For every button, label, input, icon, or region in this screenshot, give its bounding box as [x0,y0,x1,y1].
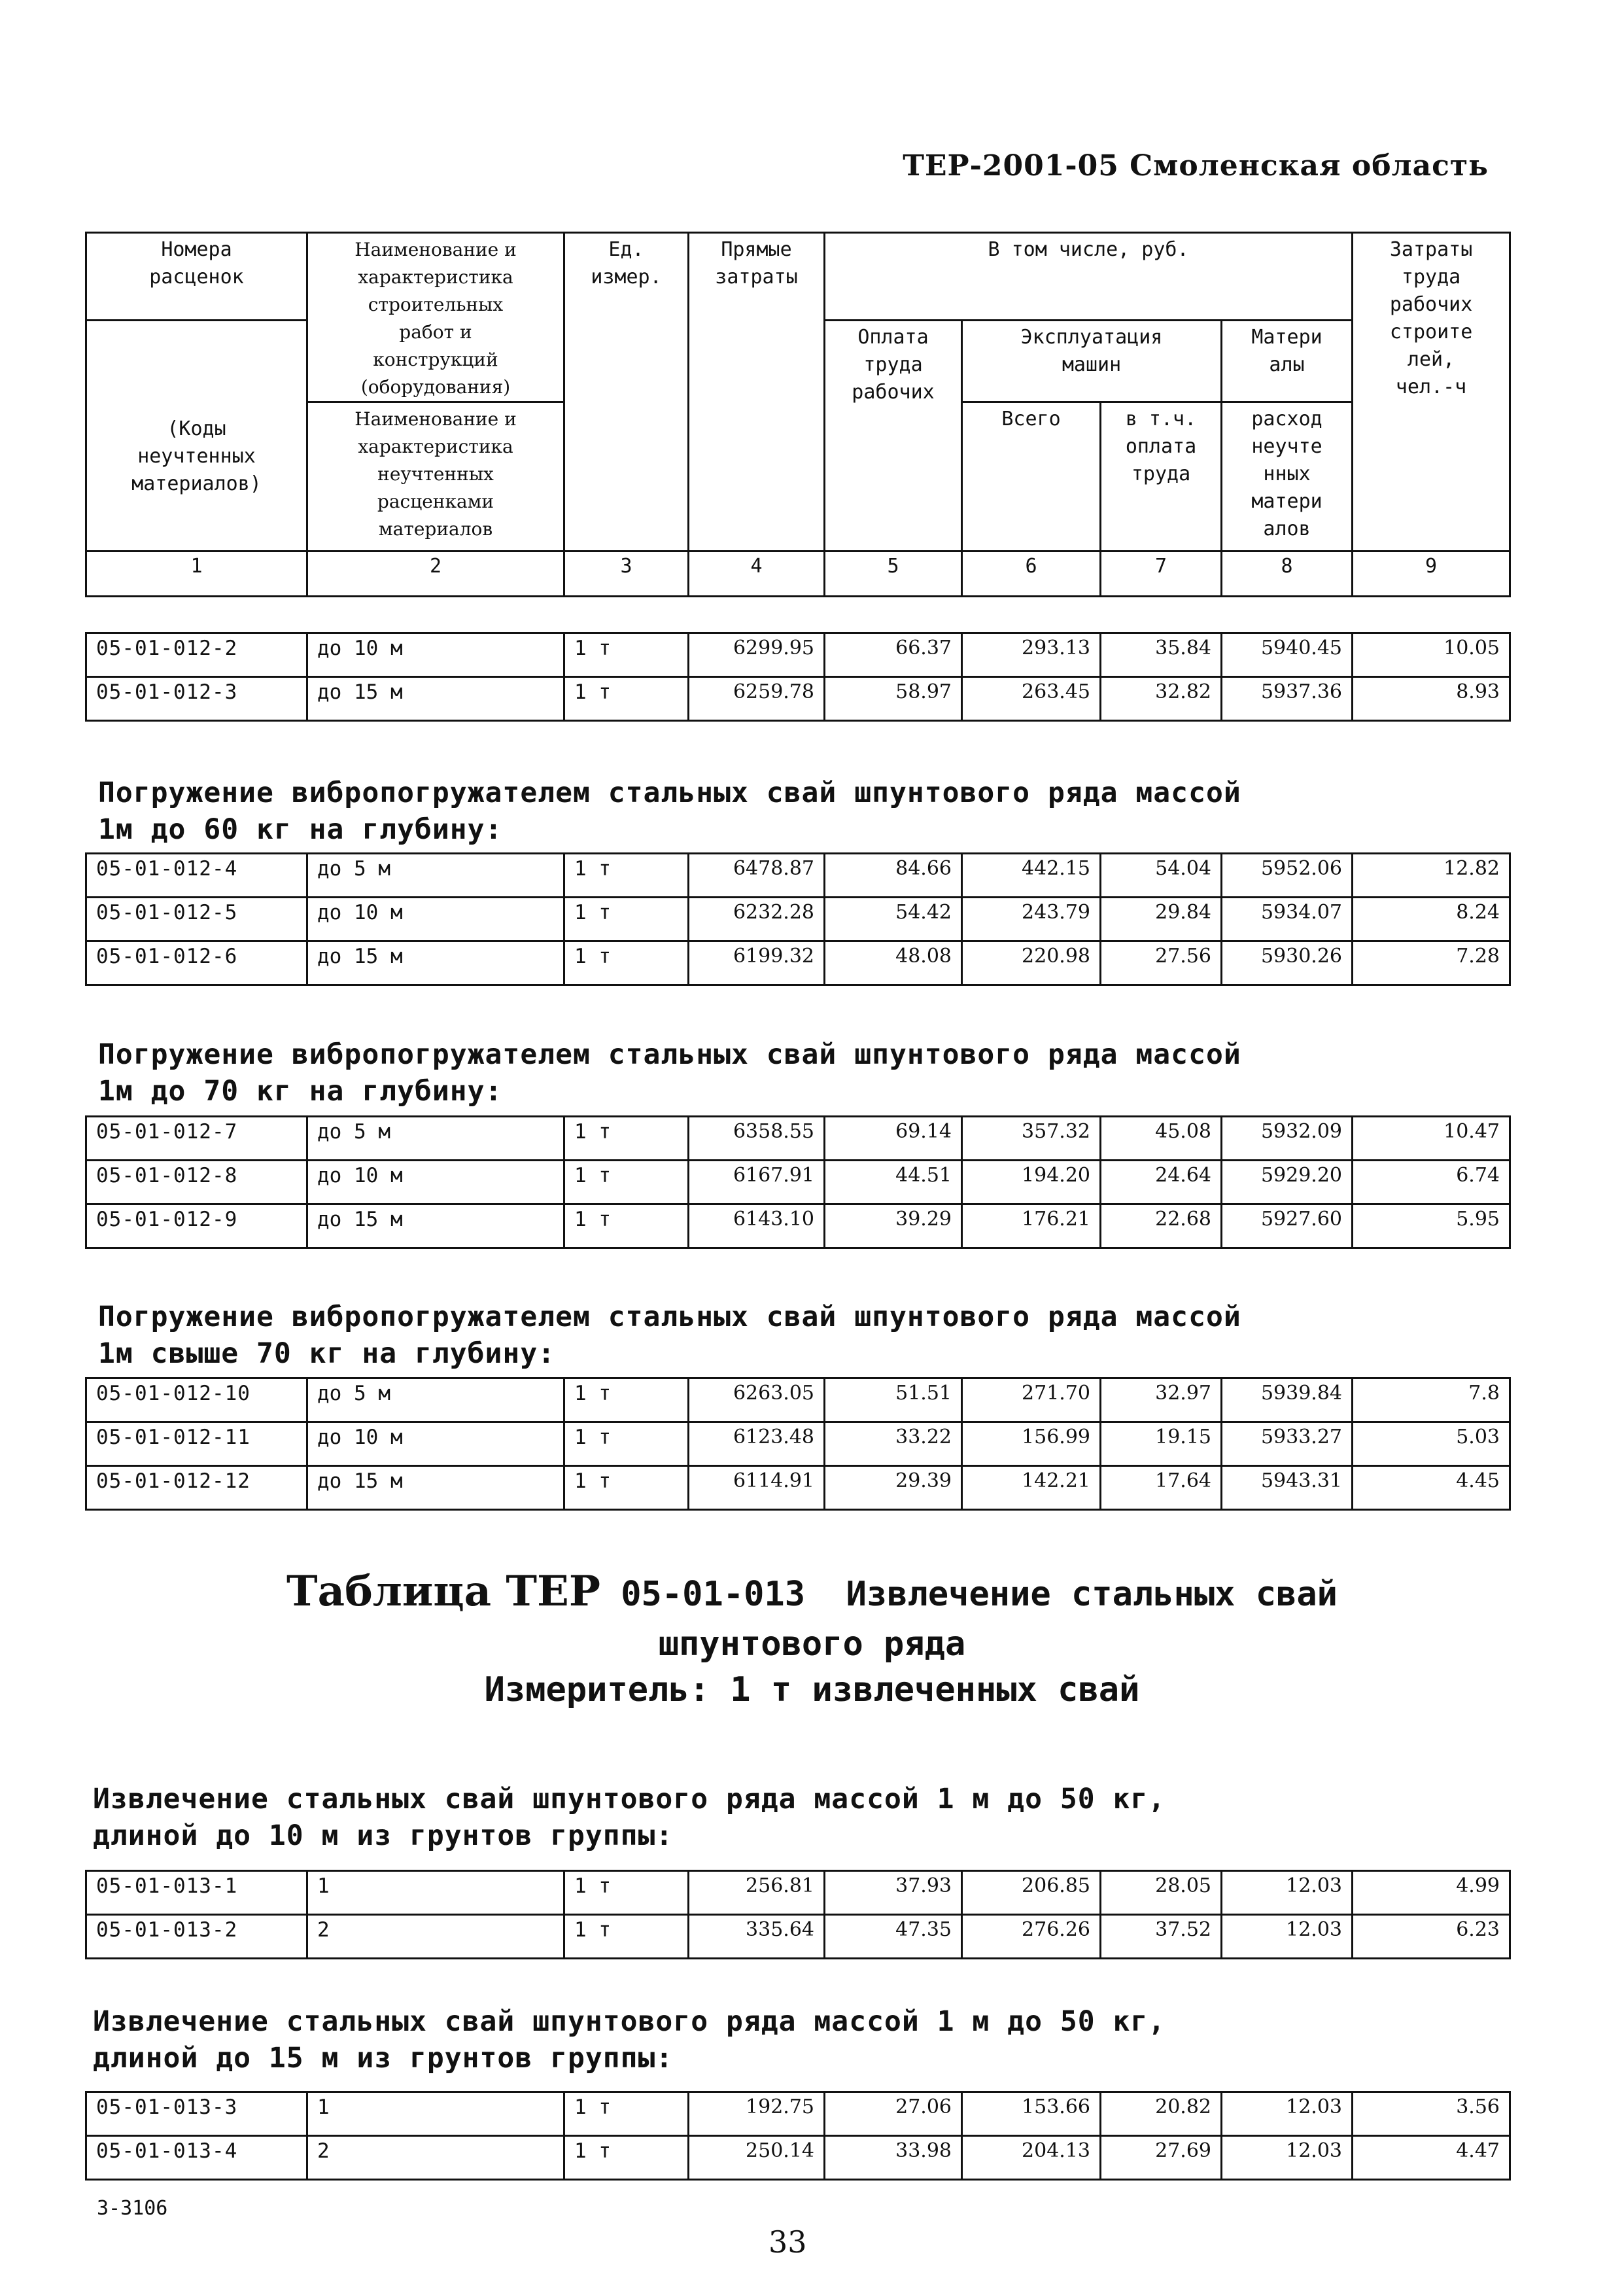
wages: 33.22 [825,1422,962,1466]
wages: 51.51 [825,1378,962,1422]
machines-total: 357.32 [962,1117,1101,1161]
wages: 84.66 [825,854,962,898]
labor-hours: 7.28 [1353,941,1510,985]
wages: 69.14 [825,1117,962,1161]
materials: 5929.20 [1222,1161,1353,1204]
unit: 1 т [564,1204,689,1248]
rate-code: 05-01-013-1 [86,1871,307,1915]
col-codes-sub-header: (Коды неучтенных материалов) [86,321,307,552]
materials: 5927.60 [1222,1204,1353,1248]
rate-code: 05-01-012-3 [86,677,307,721]
page-number: 33 [769,2224,807,2260]
wages: 47.35 [825,1915,962,1959]
col-machines-total-header: Всего [962,402,1101,552]
col-codes-header: Номера расценок [86,233,307,321]
rates-table-013-10m [85,1870,1511,1959]
work-description: до 15 м [307,1204,564,1248]
unit: 1 т [564,1161,689,1204]
labor-hours: 8.24 [1353,898,1510,941]
col-number: 8 [1222,552,1353,597]
rate-code: 05-01-012-2 [86,633,307,677]
rate-code: 05-01-013-2 [86,1915,307,1959]
materials: 5933.27 [1222,1422,1353,1466]
unit: 1 т [564,677,689,721]
col-group-header: В том числе, руб. [825,233,1353,321]
table-row [86,2136,1510,2180]
table-row [86,1915,1510,1959]
wages: 29.39 [825,1466,962,1510]
work-description: до 15 м [307,1466,564,1510]
materials: 5934.07 [1222,898,1353,941]
unit: 1 т [564,854,689,898]
machines-wages: 27.69 [1101,2136,1222,2180]
labor-hours: 12.82 [1353,854,1510,898]
direct-costs: 6143.10 [689,1204,825,1248]
wages: 44.51 [825,1161,962,1204]
rates-table-012-a [85,632,1511,722]
col-number: 1 [86,552,307,597]
labor-hours: 4.45 [1353,1466,1510,1510]
labor-hours: 10.05 [1353,633,1510,677]
wages: 58.97 [825,677,962,721]
col-number: 2 [307,552,564,597]
unit: 1 т [564,2092,689,2136]
materials: 12.03 [1222,1915,1353,1959]
unit: 1 т [564,2136,689,2180]
materials: 12.03 [1222,1871,1353,1915]
machines-wages: 22.68 [1101,1204,1222,1248]
direct-costs: 6123.48 [689,1422,825,1466]
unit: 1 т [564,1466,689,1510]
work-description: до 10 м [307,898,564,941]
rates-table-013-15m [85,2091,1511,2181]
work-description: до 5 м [307,854,564,898]
table-013-title-line2: шпунтового ряда [658,1624,966,1664]
direct-costs: 6263.05 [689,1378,825,1422]
machines-wages: 17.64 [1101,1466,1222,1510]
wages: 33.98 [825,2136,962,2180]
machines-total: 293.13 [962,633,1101,677]
machines-total: 442.15 [962,854,1101,898]
machines-wages: 19.15 [1101,1422,1222,1466]
work-description: до 5 м [307,1378,564,1422]
rate-code: 05-01-012-5 [86,898,307,941]
materials: 5930.26 [1222,941,1353,985]
materials: 5937.36 [1222,677,1353,721]
footer-order-code: 3-3106 [97,2197,168,2220]
direct-costs: 192.75 [689,2092,825,2136]
table-row [86,633,1510,677]
direct-costs: 256.81 [689,1871,825,1915]
table-row [86,898,1510,941]
labor-hours: 7.8 [1353,1378,1510,1422]
table-013-title [0,1567,1624,1616]
work-description: до 10 м [307,1422,564,1466]
machines-wages: 20.82 [1101,2092,1222,2136]
table-row [86,1161,1510,1204]
work-description: до 5 м [307,1117,564,1161]
wages: 27.06 [825,2092,962,2136]
rate-code: 05-01-012-9 [86,1204,307,1248]
work-description: 1 [307,1871,564,1915]
work-description: до 15 м [307,677,564,721]
materials: 5940.45 [1222,633,1353,677]
rate-code: 05-01-012-6 [86,941,307,985]
section-title-013-10m: Извлечение стальных свай шпунтового ряда массой 1 м до 50 кг, длиной до 10 м из грунтов группы: [93,1783,1166,1852]
section-title-70kg: Погружение вибропогружателем стальных свай шпунтового ряда массой 1м до 70 кг на глубину: [98,1038,1241,1108]
machines-total: 206.85 [962,1871,1101,1915]
col-materials-sub-header: расход неучте нных матери алов [1222,402,1353,552]
col-number: 4 [689,552,825,597]
col-machines-header: Эксплуатация машин [962,321,1222,402]
machines-total: 142.21 [962,1466,1101,1510]
labor-hours: 6.23 [1353,1915,1510,1959]
materials: 5932.09 [1222,1117,1353,1161]
unit: 1 т [564,898,689,941]
machines-total: 204.13 [962,2136,1101,2180]
machines-total: 220.98 [962,941,1101,985]
machines-wages: 32.97 [1101,1378,1222,1422]
table-row [86,1117,1510,1161]
direct-costs: 6259.78 [689,677,825,721]
col-number: 9 [1353,552,1510,597]
col-materials-header: Матери алы [1222,321,1353,402]
labor-hours: 4.99 [1353,1871,1510,1915]
table-row [86,1378,1510,1422]
unit: 1 т [564,633,689,677]
wages: 48.08 [825,941,962,985]
unit: 1 т [564,1378,689,1422]
machines-total: 176.21 [962,1204,1101,1248]
direct-costs: 6232.28 [689,898,825,941]
col-name-header: Наименование и характеристика строительных работ и конструкций (оборудования) [307,233,564,402]
wages: 37.93 [825,1871,962,1915]
col-number: 6 [962,552,1101,597]
materials: 5943.31 [1222,1466,1353,1510]
machines-wages: 28.05 [1101,1871,1222,1915]
direct-costs: 335.64 [689,1915,825,1959]
table-row [86,677,1510,721]
materials: 5939.84 [1222,1378,1353,1422]
rates-table-012-70kg [85,1115,1511,1249]
table-row [86,854,1510,898]
table-row [86,2092,1510,2136]
work-description: до 10 м [307,1161,564,1204]
machines-wages: 24.64 [1101,1161,1222,1204]
col-wages-header: Оплата труда рабочих [825,321,962,552]
section-title-60kg: Погружение вибропогружателем стальных свай шпунтового ряда массой 1м до 60 кг на глубину: [98,777,1241,846]
work-description: 1 [307,2092,564,2136]
unit: 1 т [564,1871,689,1915]
col-labor-header: Затраты труда рабочих строите лей, чел.-ч [1353,233,1510,552]
labor-hours: 5.95 [1353,1204,1510,1248]
rate-code: 05-01-012-12 [86,1466,307,1510]
direct-costs: 6478.87 [689,854,825,898]
rates-table-012-over70kg [85,1377,1511,1511]
col-name-sub-header: Наименование и характеристика неучтенных расценками материалов [307,402,564,552]
machines-total: 194.20 [962,1161,1101,1204]
labor-hours: 3.56 [1353,2092,1510,2136]
labor-hours: 6.74 [1353,1161,1510,1204]
col-machines-wages-header: в т.ч. оплата труда [1101,402,1222,552]
labor-hours: 4.47 [1353,2136,1510,2180]
col-number: 5 [825,552,962,597]
machines-wages: 54.04 [1101,854,1222,898]
unit: 1 т [564,1422,689,1466]
direct-costs: 6167.91 [689,1161,825,1204]
rate-code: 05-01-012-10 [86,1378,307,1422]
work-description: до 15 м [307,941,564,985]
machines-total: 243.79 [962,898,1101,941]
table-013-unit: Измеритель: 1 т извлеченных свай [484,1670,1140,1709]
work-description: 2 [307,1915,564,1959]
rate-code: 05-01-012-4 [86,854,307,898]
unit: 1 т [564,1117,689,1161]
table-row [86,941,1510,985]
table-row [86,1422,1510,1466]
rate-code: 05-01-013-4 [86,2136,307,2180]
unit: 1 т [564,941,689,985]
rate-code: 05-01-012-7 [86,1117,307,1161]
table-row [86,1466,1510,1510]
direct-costs: 6358.55 [689,1117,825,1161]
direct-costs: 250.14 [689,2136,825,2180]
machines-total: 153.66 [962,2092,1101,2136]
table-013-prefix: Таблица ТЕР [286,1567,600,1616]
machines-total: 156.99 [962,1422,1101,1466]
wages: 66.37 [825,633,962,677]
materials: 5952.06 [1222,854,1353,898]
column-header-table [85,232,1511,597]
rate-code: 05-01-012-8 [86,1161,307,1204]
machines-wages: 32.82 [1101,677,1222,721]
materials: 12.03 [1222,2092,1353,2136]
rates-table-012-60kg [85,852,1511,986]
rate-code: 05-01-013-3 [86,2092,307,2136]
machines-wages: 35.84 [1101,633,1222,677]
col-number: 3 [564,552,689,597]
table-013-name: 05-01-013 Извлечение стальных свай [600,1575,1338,1614]
labor-hours: 10.47 [1353,1117,1510,1161]
machines-total: 271.70 [962,1378,1101,1422]
labor-hours: 8.93 [1353,677,1510,721]
machines-wages: 29.84 [1101,898,1222,941]
section-title-013-15m: Извлечение стальных свай шпунтового ряда массой 1 м до 50 кг, длиной до 15 м из грунтов группы: [93,2005,1166,2075]
page-header-title: ТЕР-2001-05 Смоленская область [903,149,1489,183]
direct-costs: 6199.32 [689,941,825,985]
table-row [86,1871,1510,1915]
direct-costs: 6299.95 [689,633,825,677]
col-unit-header: Ед. измер. [564,233,689,552]
machines-total: 276.26 [962,1915,1101,1959]
machines-total: 263.45 [962,677,1101,721]
machines-wages: 27.56 [1101,941,1222,985]
work-description: до 10 м [307,633,564,677]
work-description: 2 [307,2136,564,2180]
col-direct-costs-header: Прямые затраты [689,233,825,552]
wages: 54.42 [825,898,962,941]
direct-costs: 6114.91 [689,1466,825,1510]
machines-wages: 45.08 [1101,1117,1222,1161]
col-number: 7 [1101,552,1222,597]
section-title-over70kg: Погружение вибропогружателем стальных свай шпунтового ряда массой 1м свыше 70 кг на глубину: [98,1301,1241,1370]
labor-hours: 5.03 [1353,1422,1510,1466]
rate-code: 05-01-012-11 [86,1422,307,1466]
unit: 1 т [564,1915,689,1959]
materials: 12.03 [1222,2136,1353,2180]
machines-wages: 37.52 [1101,1915,1222,1959]
table-row [86,1204,1510,1248]
wages: 39.29 [825,1204,962,1248]
